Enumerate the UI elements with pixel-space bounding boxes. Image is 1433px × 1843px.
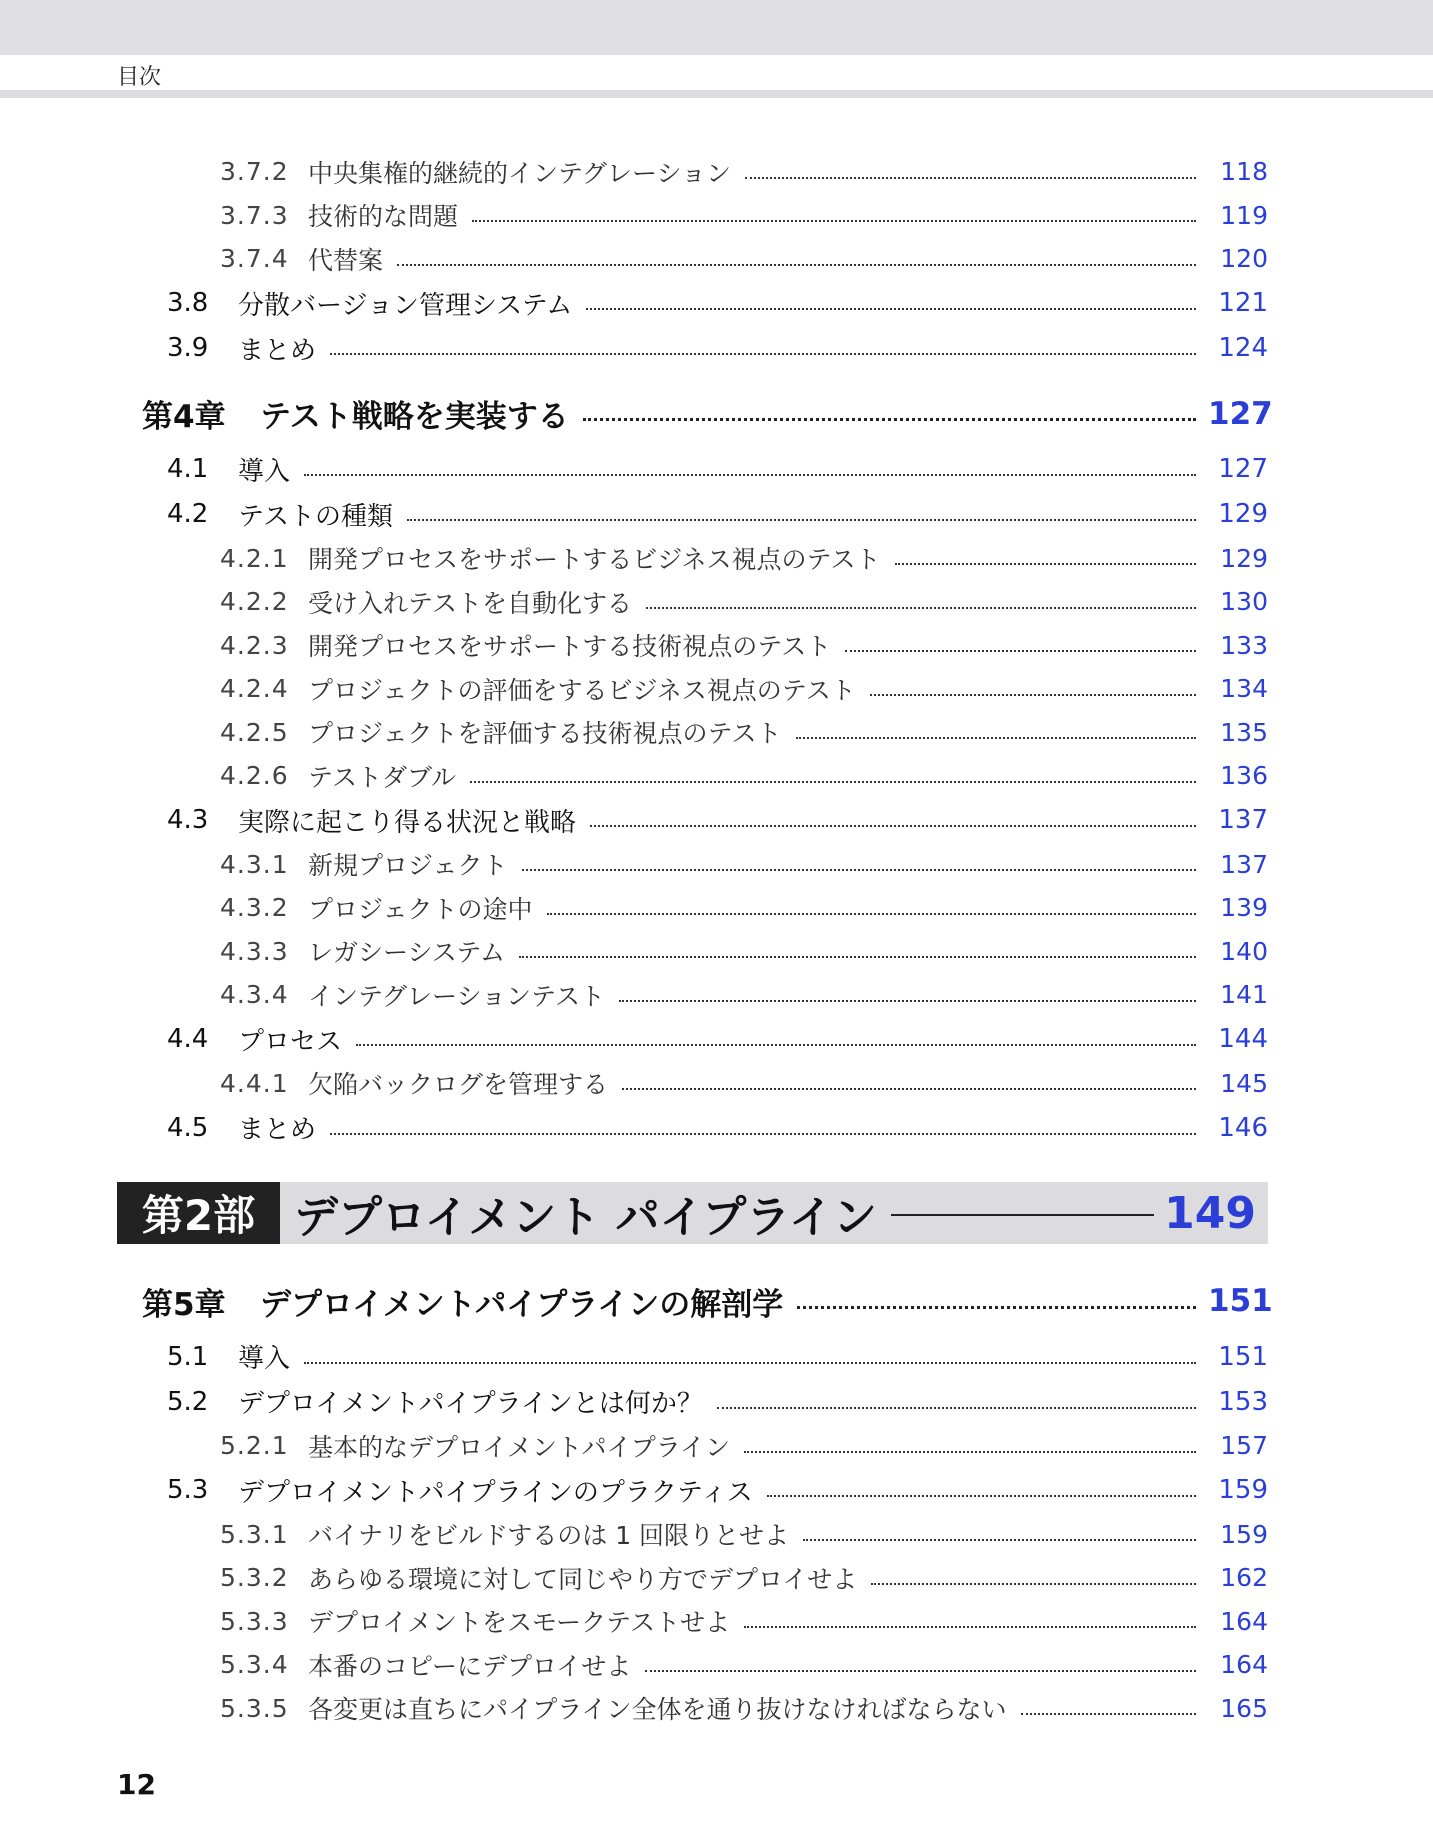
toc-entry[interactable]: [0, 326, 1433, 371]
entry-page-link[interactable]: 136: [1220, 761, 1268, 791]
entry-number: 3.7.4: [220, 244, 289, 274]
dot-leader: [895, 563, 1196, 565]
entry-page-link[interactable]: 130: [1220, 587, 1268, 617]
dot-leader: [330, 1133, 1196, 1135]
entry-title: デプロイメントをスモークテストせよ: [308, 1608, 731, 1638]
entry-page-link[interactable]: 151: [1208, 1283, 1273, 1319]
entry-page-link[interactable]: 153: [1218, 1386, 1268, 1417]
dot-leader: [356, 1044, 1196, 1046]
entry-page-link[interactable]: 159: [1218, 1475, 1268, 1505]
entry-number: 5.2: [167, 1386, 209, 1417]
dot-leader: [522, 869, 1196, 871]
part-heading: [117, 1182, 1268, 1244]
entry-title: まとめ: [238, 335, 317, 366]
dot-leader: [547, 913, 1196, 915]
dot-leader: [304, 474, 1196, 476]
entry-number: 4.2.1: [220, 543, 289, 573]
entry-page-link[interactable]: 144: [1218, 1024, 1268, 1054]
entry-page-link[interactable]: 124: [1218, 333, 1268, 363]
entry-number: 4.2.6: [220, 761, 289, 791]
toc-entry[interactable]: [0, 843, 1433, 887]
toc-entry[interactable]: [0, 1600, 1433, 1644]
toc-entry[interactable]: [0, 754, 1433, 798]
toc-entry[interactable]: [0, 711, 1433, 755]
part-page-link[interactable]: 149: [1164, 1187, 1256, 1239]
entry-title: 代替案: [308, 245, 384, 275]
entry-title: テストダブル: [308, 762, 457, 792]
dot-leader: [590, 825, 1196, 827]
entry-number: 5.3.3: [220, 1606, 289, 1636]
dot-leader: [645, 1670, 1196, 1672]
entry-number: 4.2: [167, 499, 209, 529]
entry-number: 4.2.3: [220, 630, 289, 660]
entry-page-link[interactable]: 139: [1220, 893, 1268, 923]
entry-page-link[interactable]: 133: [1220, 630, 1268, 660]
toc-entry[interactable]: [0, 492, 1433, 537]
entry-number: 3.7.2: [220, 157, 289, 187]
running-header: 目次: [117, 65, 162, 90]
dot-leader: [330, 353, 1196, 355]
entry-number: 第5章: [142, 1286, 226, 1323]
entry-title: 欠陥バックログを管理する: [308, 1070, 609, 1100]
toc-entry[interactable]: [0, 1062, 1433, 1106]
toc-entry[interactable]: [0, 1513, 1433, 1557]
entry-page-link[interactable]: 118: [1220, 157, 1268, 187]
dot-leader: [646, 607, 1196, 609]
entry-page-link[interactable]: 162: [1220, 1563, 1268, 1593]
part-rule: [891, 1214, 1154, 1216]
toc-entry[interactable]: [0, 580, 1433, 624]
entry-number: 5.3.2: [220, 1563, 289, 1593]
entry-page-link[interactable]: 135: [1220, 717, 1268, 747]
entry-page-link[interactable]: 146: [1218, 1112, 1268, 1143]
entry-number: 5.3.5: [220, 1693, 289, 1723]
toc-entry[interactable]: [0, 537, 1433, 581]
toc-entry[interactable]: [0, 798, 1433, 843]
entry-number: 4.2.5: [220, 717, 289, 747]
entry-number: 5.3: [167, 1475, 209, 1505]
entry-title: 各変更は直ちにパイプライン全体を通り抜けなければならない: [308, 1695, 1007, 1725]
dot-leader: [622, 1088, 1196, 1090]
entry-number: 4.3.3: [220, 936, 289, 966]
entry-page-link[interactable]: 127: [1208, 395, 1273, 432]
entry-number: 4.2.2: [220, 587, 289, 617]
part-title: デプロイメント パイプライン: [294, 1192, 877, 1243]
entry-page-link[interactable]: 121: [1218, 288, 1268, 318]
entry-page-link[interactable]: 157: [1220, 1431, 1268, 1461]
entry-number: 4.3.4: [220, 980, 289, 1010]
entry-page-link[interactable]: 164: [1220, 1650, 1268, 1680]
toc-entry[interactable]: [0, 1017, 1433, 1062]
entry-page-link[interactable]: 120: [1220, 244, 1268, 274]
entry-page-link[interactable]: 141: [1220, 980, 1268, 1010]
entry-title: プロセス: [238, 1026, 343, 1057]
entry-page-link[interactable]: 129: [1220, 543, 1268, 573]
entry-number: 4.2.4: [220, 674, 289, 704]
entry-number: 5.3.1: [220, 1519, 289, 1549]
entry-title: 基本的なデプロイメントパイプライン: [308, 1432, 731, 1462]
dot-leader: [519, 956, 1196, 958]
toc-entry[interactable]: [0, 281, 1433, 326]
section-gap: [0, 1258, 1433, 1268]
entry-title: 新規プロジェクト: [308, 851, 508, 881]
entry-title: テスト戦略を実装する: [260, 399, 569, 435]
toc-chapter[interactable]: [0, 381, 1433, 447]
entry-title: 受け入れテストを自動化する: [308, 588, 633, 618]
entry-title: バイナリをビルドするのは 1 回限りとせよ: [308, 1521, 790, 1551]
entry-page-link[interactable]: 119: [1220, 200, 1268, 230]
entry-page-link[interactable]: 165: [1220, 1693, 1268, 1723]
dot-leader: [1021, 1713, 1196, 1715]
toc-entry[interactable]: [0, 194, 1433, 238]
entry-page-link[interactable]: 151: [1218, 1341, 1268, 1372]
toc-entry[interactable]: [0, 930, 1433, 974]
dot-leader: [717, 1407, 1196, 1409]
dot-leader: [845, 650, 1196, 652]
entry-number: 3.8: [167, 288, 209, 318]
entry-number: 3.9: [167, 333, 209, 363]
entry-title: まとめ: [238, 1115, 317, 1145]
top-band: [0, 0, 1433, 55]
entry-number: 5.1: [167, 1341, 209, 1372]
entry-page-link[interactable]: 137: [1218, 805, 1268, 835]
toc-entry[interactable]: [0, 1424, 1433, 1468]
entry-title: デプロイメントパイプラインとは何か？: [238, 1389, 703, 1419]
dot-leader: [397, 264, 1196, 266]
section-gap: [0, 371, 1433, 381]
entry-page-link[interactable]: 134: [1220, 674, 1268, 704]
entry-number: 4.3.2: [220, 893, 289, 923]
toc-entry[interactable]: [0, 150, 1433, 194]
dot-leader: [744, 1626, 1196, 1628]
dot-leader: [767, 1495, 1196, 1497]
entry-number: 5.2.1: [220, 1431, 289, 1461]
entry-number: 5.3.4: [220, 1650, 289, 1680]
entry-page-link[interactable]: 127: [1218, 454, 1268, 484]
toc-entry[interactable]: [0, 447, 1433, 492]
dot-leader: [803, 1539, 1196, 1541]
entry-title: 分散バージョン管理システム: [238, 290, 573, 321]
entry-title: 中央集権的継続的インテグレーション: [308, 158, 732, 188]
dot-leader: [797, 1306, 1196, 1309]
entry-title: プロジェクトの評価をするビジネス視点のテスト: [308, 675, 856, 705]
dot-leader: [470, 781, 1196, 783]
entry-number: 4.3: [167, 805, 209, 835]
table-of-contents: [0, 150, 1433, 1730]
entry-title: 導入: [238, 1344, 291, 1374]
dot-leader: [407, 519, 1196, 521]
entry-title: レガシーシステム: [308, 938, 506, 968]
toc-entry[interactable]: [0, 624, 1433, 668]
toc-entry[interactable]: [0, 886, 1433, 930]
entry-title: テストの種類: [238, 501, 393, 532]
entry-page-link[interactable]: 159: [1220, 1519, 1268, 1549]
entry-number: 3.7.3: [220, 200, 289, 230]
dot-leader: [745, 177, 1196, 179]
entry-page-link[interactable]: 140: [1220, 936, 1268, 966]
toc-entry[interactable]: [0, 1379, 1433, 1424]
dot-leader: [744, 1451, 1196, 1453]
entry-title: インテグレーションテスト: [308, 981, 606, 1011]
dot-leader: [583, 418, 1196, 421]
entry-number: 4.4: [167, 1024, 209, 1054]
toc-entry[interactable]: [0, 667, 1433, 711]
toc-entry[interactable]: [0, 1468, 1433, 1513]
entry-title: 技術的な問題: [308, 202, 459, 232]
dot-leader: [304, 1362, 1196, 1364]
toc-chapter[interactable]: [0, 1268, 1433, 1334]
entry-title: デプロイメントパイプラインの解剖学: [260, 1286, 784, 1323]
toc-entry[interactable]: [0, 1334, 1433, 1379]
dot-leader: [871, 1583, 1196, 1585]
entry-title: 開発プロセスをサポートするビジネス視点のテスト: [308, 545, 881, 575]
dot-leader: [619, 1000, 1196, 1002]
entry-page-link[interactable]: 164: [1220, 1606, 1268, 1636]
header-rule: [0, 90, 1433, 98]
entry-title: プロジェクトを評価する技術視点のテスト: [308, 719, 782, 749]
toc-entry[interactable]: [0, 1556, 1433, 1600]
page-number: 12: [117, 1768, 156, 1801]
entry-title: 開発プロセスをサポートする技術視点のテスト: [308, 632, 832, 662]
entry-title: 実際に起こり得る状況と戦略: [238, 807, 577, 838]
entry-title: 本番のコピーにデプロイせよ: [308, 1651, 632, 1681]
dot-leader: [796, 737, 1196, 739]
dot-leader: [870, 694, 1196, 696]
entry-number: 第4章: [142, 399, 226, 435]
entry-number: 4.5: [167, 1112, 209, 1143]
entry-number: 4.3.1: [220, 849, 289, 879]
entry-title: デプロイメントパイプラインのプラクティス: [238, 1477, 753, 1508]
toc-entry[interactable]: [0, 1105, 1433, 1150]
dot-leader: [472, 220, 1196, 222]
entry-title: あらゆる環境に対して同じやり方でデプロイせよ: [308, 1564, 858, 1594]
entry-page-link[interactable]: 137: [1220, 849, 1268, 879]
part-label: 第2部: [117, 1182, 280, 1244]
entry-title: プロジェクトの途中: [308, 894, 533, 924]
dot-leader: [586, 308, 1196, 310]
toc-entry[interactable]: [0, 1687, 1433, 1731]
entry-page-link[interactable]: 129: [1218, 499, 1268, 529]
entry-number: 4.4.1: [220, 1068, 289, 1098]
entry-number: 4.1: [167, 454, 209, 484]
toc-entry[interactable]: [0, 1643, 1433, 1687]
entry-page-link[interactable]: 145: [1220, 1068, 1268, 1098]
entry-title: 導入: [238, 456, 291, 487]
toc-entry[interactable]: [0, 973, 1433, 1017]
toc-entry[interactable]: [0, 237, 1433, 281]
